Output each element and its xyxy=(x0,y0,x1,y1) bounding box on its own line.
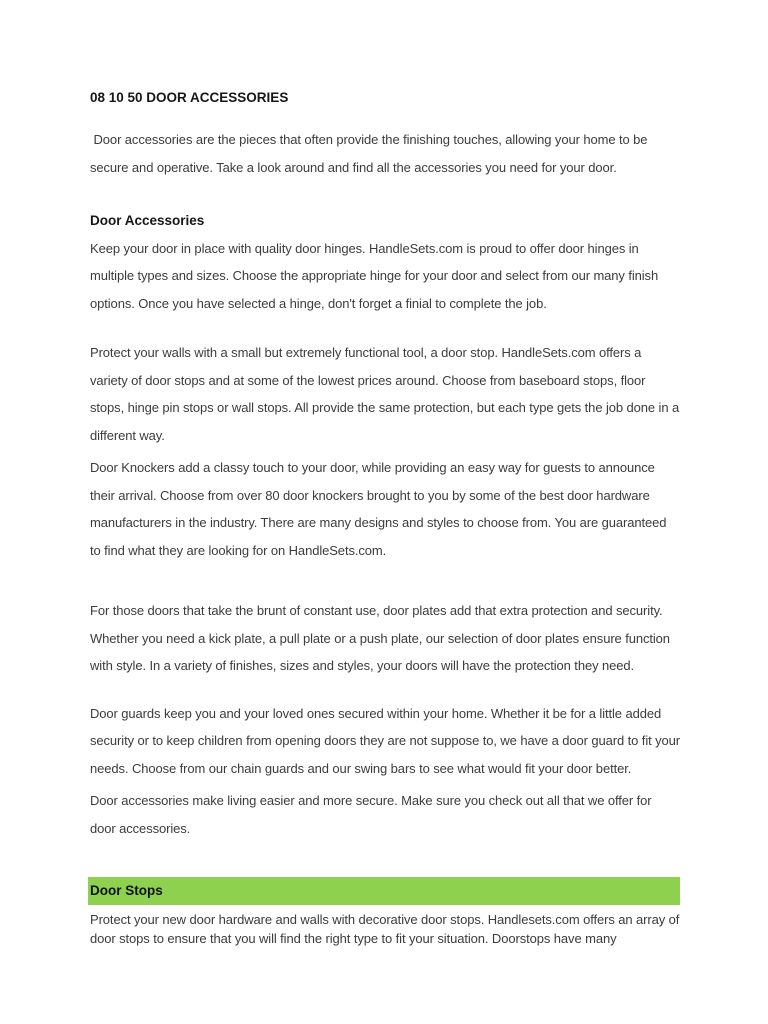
paragraph-door-stops: Protect your walls with a small but extremely functional tool, a door stop. HandleSets.com offers a variety of door stops and at some of the lowest prices around. Choose from baseboard stops, floor stops, hinge pin stops or wall stops. All provide the same protection, but each type gets the job done in a different way. xyxy=(90,345,680,443)
paragraph-accessories-summary: Door accessories make living easier and more secure. Make sure you check out all that we offer for door accessories. xyxy=(90,793,652,836)
section-heading-door-accessories: Door Accessories xyxy=(90,213,205,228)
intro-paragraph: Door accessories are the pieces that often provide the finishing touches, allowing your home to be secure and operative. Take a look around and find all the accessories you need for your door. xyxy=(90,132,651,175)
section-heading-door-stops-highlighted: Door Stops xyxy=(88,877,680,905)
paragraph-door-guards: Door guards keep you and your loved ones secured within your home. Whether it be for a little added security or to keep children from opening doors they are not suppose to, we have a door guard to fit your needs. Choose from our chain guards and our swing bars to see what would fit your door better. xyxy=(90,705,681,776)
paragraph-door-knockers: Door Knockers add a classy touch to your door, while providing an easy way for guests to announce their arrival. Choose from over 80 door knockers brought to you by some of the best door hardware manufacturers in the industry. There are many designs and styles to choose from. You are guaranteed to find what they are looking for on HandleSets.com. xyxy=(90,460,667,558)
paragraph-door-hinges: Keep your door in place with quality door hinges. HandleSets.com is proud to offer door hinges in multiple types and sizes. Choose the appropriate hinge for your door and select from our many finish options. Once you have selected a hinge, don't forget a finial to complete the job. xyxy=(90,240,659,311)
paragraph-door-plates: For those doors that take the brunt of constant use, door plates add that extra protection and security. Whether you need a kick plate, a pull plate or a push plate, our selection of door plates ensure function with style. In a variety of finishes, sizes and styles, your doors will have the protection they need. xyxy=(90,603,670,673)
paragraph-door-stops-intro: Protect your new door hardware and walls with decorative door stops. Handlesets.com offers an array of door stops to ensure that you will find the right type to fit your situation. Doorstops have many xyxy=(90,912,680,946)
document-title: 08 10 50 DOOR ACCESSORIES xyxy=(90,90,289,105)
